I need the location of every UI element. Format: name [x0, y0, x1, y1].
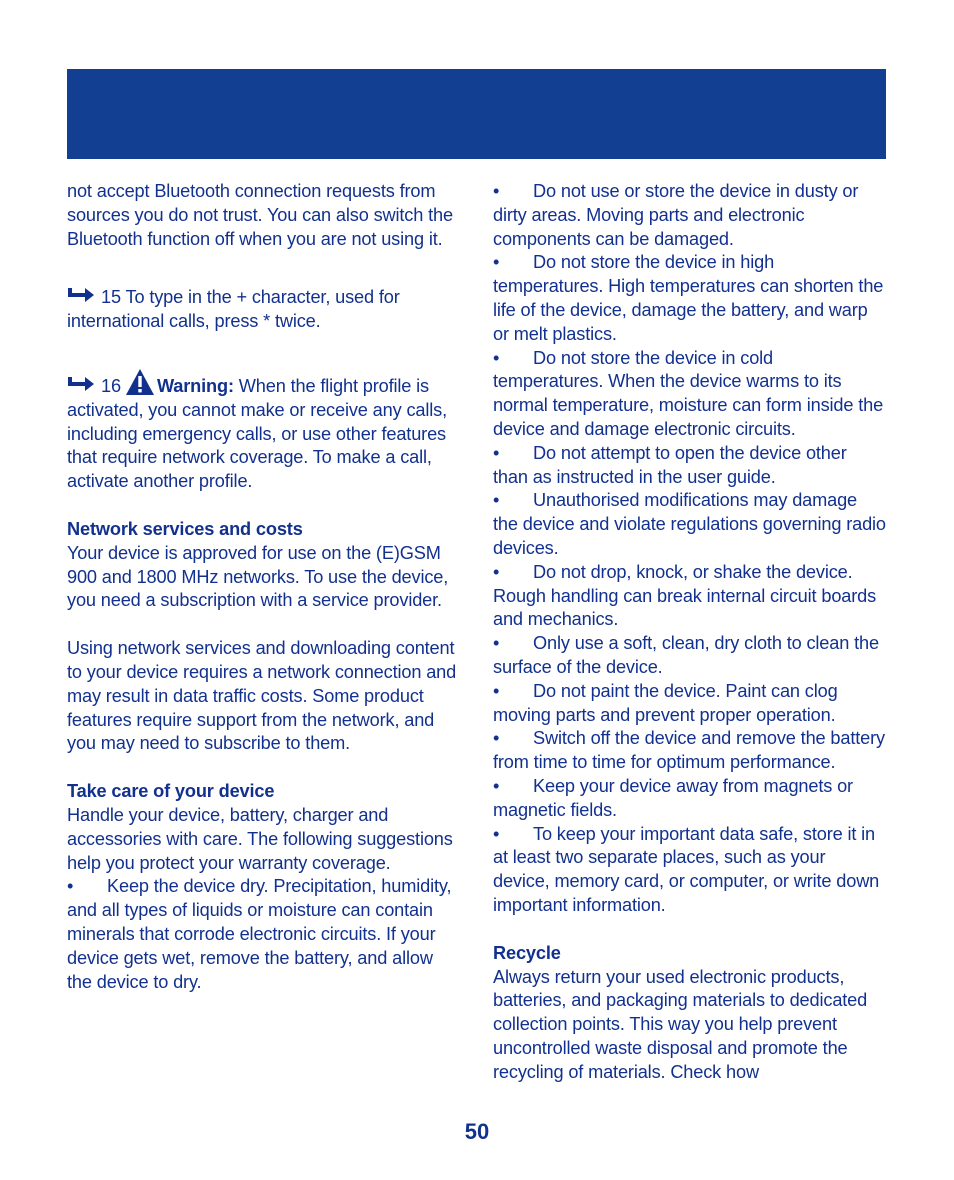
care-bullet	[493, 680, 886, 728]
care-bullet-text: Do not store the device in cold temperatures. When the device warms to its normal temperature, moisture can form inside the device and damage electronic circuits.	[493, 347, 884, 439]
care-bullet	[493, 823, 886, 918]
footnote-16	[67, 368, 460, 494]
right-column	[493, 180, 886, 1084]
care-bullet-text: Only use a soft, clean, dry cloth to clean the surface of the device.	[493, 633, 879, 677]
bullet-mark: •	[493, 347, 500, 368]
care-bullet	[493, 632, 886, 680]
care-bullet-text: Switch off the device and remove the battery from time to time for optimum performance.	[493, 728, 885, 773]
care-bullet-text: Keep the device dry. Precipitation, humidity, and all types of liquids or moisture can contain minerals that corrode electronic circuits. If your device gets wet, remove the battery, and allow the device to dry.	[67, 876, 452, 992]
care-bullet	[493, 442, 886, 490]
care-bullet	[67, 875, 460, 994]
bullet-mark: •	[493, 561, 500, 582]
intro-paragraph: not accept Bluetooth connection requests from sources you do not trust. You can also switch the Bluetooth function off when you are not using it.	[67, 181, 453, 249]
bullet-mark: •	[493, 181, 500, 201]
arrow-right-icon	[67, 374, 97, 394]
care-bullet-text: Unauthorised modifications may damage the device and violate regulations governing radio devices.	[493, 490, 886, 558]
warning-text: When the flight profile is activated, you cannot make or receive any calls, including emergency calls, or use other features that require network coverage. To make a call, activate another profile.	[67, 375, 447, 492]
care-bullet	[493, 489, 886, 560]
arrow-right-icon	[67, 285, 97, 305]
bullet-mark: •	[493, 728, 500, 749]
bullet-mark: •	[493, 442, 500, 463]
left-column	[67, 180, 460, 994]
care-bullet-text: Do not drop, knock, or shake the device. Rough handling can break internal circuit boards and mechanics.	[493, 561, 877, 630]
care-bullet-text: Keep your device away from magnets or magnetic fields.	[493, 775, 853, 820]
care-bullet	[493, 561, 886, 632]
care-bullet	[493, 251, 886, 346]
care-bullet	[493, 775, 886, 823]
footnote-15	[67, 285, 460, 334]
warning-triangle-icon	[125, 368, 155, 396]
care-bullet-text: Do not paint the device. Paint can clog moving parts and prevent proper operation.	[493, 680, 838, 725]
bullet-mark: •	[493, 680, 500, 701]
care-bullet	[493, 347, 886, 442]
care-heading: Take care of your device	[67, 781, 275, 802]
care-bullet-text: Do not attempt to open the device other than as instructed in the user guide.	[493, 442, 847, 487]
network-paragraph-1: Your device is approved for use on the (E)GSM 900 and 1800 MHz networks. To use the device, you need a subscription with a service provider.	[67, 542, 449, 611]
bullet-mark: •	[493, 252, 500, 273]
care-bullet-text: Do not store the device in high temperatures. High temperatures can shorten the life of the device, damage the battery, and warp or melt plastics.	[493, 252, 884, 344]
care-bullet	[493, 727, 886, 775]
network-heading: Network services and costs	[67, 518, 303, 539]
recycle-paragraph: Always return your used electronic products, batteries, and packaging materials to dedicated collection points. This way you help prevent uncontrolled waste disposal and promote the recycling of materials. Check how	[493, 966, 868, 1082]
care-bullet	[493, 180, 886, 251]
header-band	[67, 69, 886, 159]
page-number: 50	[464, 1119, 490, 1144]
care-bullet-text: Do not use or store the device in dusty or dirty areas. Moving parts and electronic components can be damaged.	[493, 181, 859, 249]
care-bullet-text: To keep your important data safe, store it in at least two separate places, such as your device, memory card, or computer, or write down important information.	[493, 823, 880, 915]
bullet-mark: •	[493, 633, 500, 654]
bullet-mark: •	[493, 490, 500, 511]
warning-label: Warning:	[156, 375, 234, 396]
bullet-mark: •	[493, 823, 500, 844]
recycle-heading: Recycle	[493, 942, 561, 963]
network-paragraph-2: Using network services and downloading content to your device requires a network connection and may result in data traffic costs. Some product features require support from the network, and you may need to subscribe to them.	[67, 638, 457, 754]
footnote-16-number: 16	[101, 375, 121, 396]
bullet-mark: •	[67, 876, 74, 897]
footnote-15-text: 15 To type in the + character, used for international calls, press * twice.	[67, 287, 400, 332]
care-paragraph: Handle your device, battery, charger and accessories with care. The following suggestions help you protect your warranty coverage.	[67, 804, 453, 873]
bullet-mark: •	[493, 775, 500, 796]
